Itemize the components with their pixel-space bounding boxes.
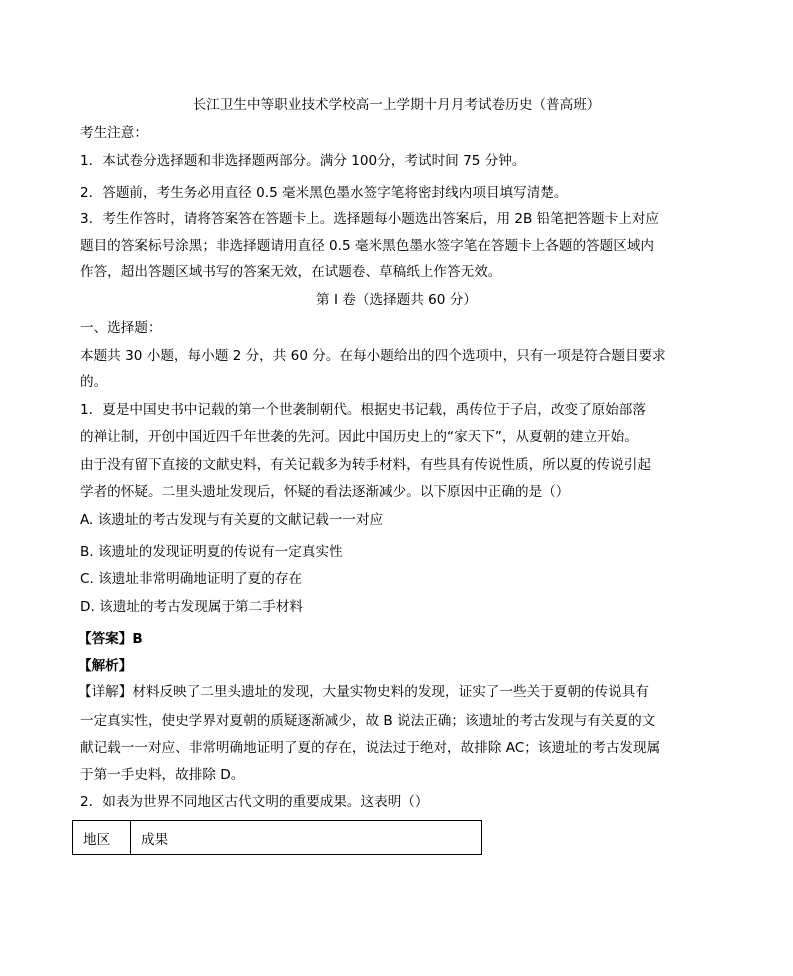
section-intro-2: 的。 [80, 374, 108, 390]
q1-detail-4: 于第一手史料，故排除 D。 [80, 767, 245, 783]
notice-item-3: 3．考生作答时，请将答案答在答题卡上。选择题每小题选出答案后，用 2B 铅笔把答题卡上对应 [80, 211, 660, 227]
section-intro-1: 本题共 30 小题，每小题 2 分，共 60 分。在每小题给出的四个选项中，只有一项是符合题目要求 [80, 348, 666, 364]
section-title: 第 I 卷（选择题共 60 分） [316, 292, 477, 308]
section-part: 一、选择题： [80, 320, 162, 336]
q1-detail-2: 一定真实性，使史学界对夏朝的质疑逐渐减少，故 B 说法正确；该遗址的考古发现与有关夏的文 [80, 713, 656, 729]
q1-detail-1: 【详解】材料反映了二里头遗址的发现，大量实物史料的发现，证实了一些关于夏朝的传说具有 [78, 684, 649, 700]
q2-stem: 2．如表为世界不同地区古代文明的重要成果。这表明（） [80, 794, 429, 810]
q1-option-b: B. 该遗址的发现证明夏的传说有一定真实性 [80, 544, 343, 560]
notice-item-3-cont-1: 题目的答案标号涂黑；非选择题请用直径 0.5 毫米黑色墨水签字笔在答题卡上各题的答题区域内 [80, 238, 655, 254]
q1-stem-1: 1．夏是中国史书中记载的第一个世袭制朝代。根据史书记载，禹传位于子启，改变了原始部落 [80, 402, 646, 418]
q2-table [72, 820, 482, 855]
table-header-achievement: 成果 [131, 821, 482, 855]
q1-analysis-label: 【解析】 [78, 658, 133, 674]
notice-heading: 考生注意： [80, 125, 148, 141]
notice-item-2: 2．答题前，考生务必用直径 0.5 毫米黑色墨水签字笔将密封线内项目填写清楚。 [80, 185, 568, 201]
notice-item-1: 1．本试卷分选择题和非选择题两部分。满分 100分，考试时间 75 分钟。 [80, 153, 526, 169]
notice-item-3-cont-2: 作答，超出答题区域书写的答案无效，在试题卷、草稿纸上作答无效。 [80, 264, 502, 280]
table-header-region: 地区 [73, 821, 131, 855]
q1-option-d: D. 该遗址的考古发现属于第二手材料 [80, 599, 304, 615]
q1-answer: 【答案】B [78, 631, 143, 647]
q1-option-a: A. 该遗址的考古发现与有关夏的文献记载一一对应 [80, 512, 384, 528]
q1-stem-4: 学者的怀疑。二里头遗址发现后，怀疑的看法逐渐减少。以下原因中正确的是（） [80, 484, 570, 500]
q1-option-c: C. 该遗址非常明确地证明了夏的存在 [80, 571, 303, 587]
q1-stem-3: 由于没有留下直接的文献史料，有关记载多为转手材料，有些具有传说性质，所以夏的传说引起 [80, 457, 651, 473]
q1-detail-3: 献记载一一对应、非常明确地证明了夏的存在，说法过于绝对，故排除 AC；该遗址的考古发现属 [80, 740, 661, 756]
page-title: 长江卫生中等职业技术学校高一上学期十月月考试卷历史（普高班） [192, 97, 601, 113]
table-row [73, 821, 482, 855]
q1-stem-2: 的禅让制，开创中国近四千年世袭的先河。因此中国历史上的“家天下”，从夏朝的建立开始。 [80, 429, 638, 445]
